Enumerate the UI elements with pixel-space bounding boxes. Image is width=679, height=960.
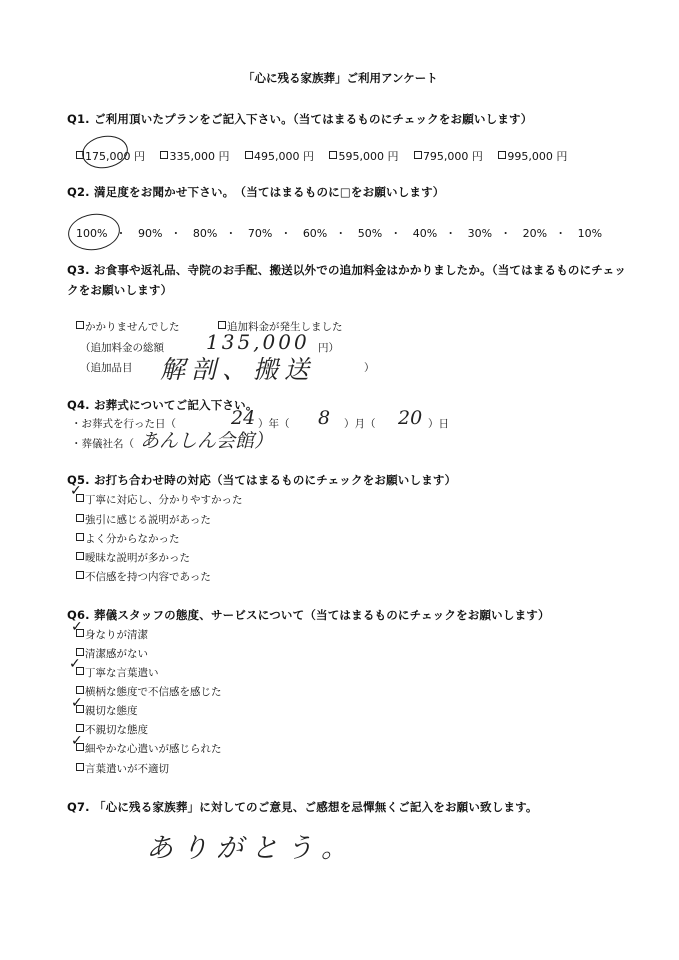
q4-day-label: ）日 bbox=[428, 418, 449, 430]
q4-date-label: ・お葬式を行った日（ bbox=[71, 418, 176, 430]
q6-option-6[interactable]: 不親切な態度 bbox=[76, 722, 148, 737]
q7-question: Q7. 「心に残る家族葬」に対してのご意見、ご感想を忌憚無くご記入をお願い致します。 bbox=[67, 800, 538, 814]
q1-option-5[interactable]: 795,000 円 bbox=[414, 150, 483, 163]
checkbox-icon bbox=[76, 514, 84, 522]
q3-option-none[interactable]: かかりませんでした bbox=[76, 319, 180, 334]
q6-check-3-icon: ✓ bbox=[69, 656, 81, 672]
q1-option-3[interactable]: 495,000 円 bbox=[245, 150, 314, 163]
q1-option-6[interactable]: 995,000 円 bbox=[498, 150, 567, 163]
q2-option-8[interactable]: 30% bbox=[467, 227, 493, 240]
checkbox-icon bbox=[76, 571, 84, 579]
q2-option-2[interactable]: 90% bbox=[137, 227, 163, 240]
q6-option-2[interactable]: 清潔感がない bbox=[76, 646, 148, 661]
q5-option-3[interactable]: よく分からなかった bbox=[76, 531, 180, 546]
q6-question: Q6. 葬儀スタッフの態度、サービスについて（当てはまるものにチェックをお願いします） bbox=[67, 608, 550, 622]
separator: ・ bbox=[115, 227, 127, 240]
checkbox-icon bbox=[218, 321, 226, 329]
q1-option-4[interactable]: 595,000 円 bbox=[329, 150, 398, 163]
separator: ・ bbox=[225, 227, 237, 240]
checkbox-icon bbox=[329, 151, 337, 159]
q3-question-line1: Q3. お食事や返礼品、寺院のお手配、搬送以外での追加料金はかかりましたか。（当てはまるものにチェッ bbox=[67, 263, 627, 277]
q3-items-value[interactable]: 解剖、搬送 bbox=[160, 355, 316, 384]
q1-selection-circle bbox=[80, 132, 131, 172]
q2-option-6[interactable]: 50% bbox=[357, 227, 383, 240]
checkbox-icon bbox=[76, 648, 84, 656]
q3-option-extra[interactable]: 追加料金が発生しました bbox=[218, 319, 343, 334]
q6-option-8[interactable]: 言葉遣いが不適切 bbox=[76, 761, 169, 776]
q3-items-close: ） bbox=[364, 362, 375, 374]
q4-month-label: ）月（ bbox=[344, 418, 376, 430]
q6-option-1[interactable]: 身なりが清潔 bbox=[76, 627, 148, 642]
q4-hall-label: ・葬儀社名（ bbox=[71, 438, 134, 450]
q4-day-value[interactable]: 20 bbox=[398, 407, 423, 429]
separator: ・ bbox=[555, 227, 567, 240]
separator: ・ bbox=[500, 227, 512, 240]
checkbox-icon bbox=[76, 763, 84, 771]
q6-option-7[interactable]: 細やかな心遣いが感じられた bbox=[76, 741, 222, 756]
checkbox-icon bbox=[414, 151, 422, 159]
separator: ・ bbox=[335, 227, 347, 240]
q5-option-1[interactable]: 丁寧に対応し、分かりやすかった bbox=[76, 492, 243, 507]
q7-answer[interactable]: ありがとう。 bbox=[146, 833, 356, 864]
checkbox-icon bbox=[76, 686, 84, 694]
checkbox-icon bbox=[76, 321, 84, 329]
q2-selection-circle bbox=[66, 211, 123, 254]
q1-options bbox=[76, 148, 567, 164]
q4-year-label: ）年（ bbox=[258, 418, 290, 430]
separator: ・ bbox=[170, 227, 182, 240]
q5-option-5[interactable]: 不信感を持つ内容であった bbox=[76, 569, 211, 584]
q2-option-5[interactable]: 60% bbox=[302, 227, 328, 240]
q3-items-label: （追加品目 bbox=[80, 362, 133, 374]
q3-total-label: （追加料金の総額 bbox=[80, 342, 164, 354]
q4-hall-value[interactable]: あんしん会館） bbox=[140, 430, 274, 452]
q5-option-2[interactable]: 強引に感じる説明があった bbox=[76, 512, 211, 527]
q2-question: Q2. 満足度をお聞かせ下さい。 （当てはまるものに□をお願いします） bbox=[67, 185, 445, 199]
q3-question-line2: クをお願いします） bbox=[67, 283, 173, 297]
q5-question: Q5. お打ち合わせ時の対応（当てはまるものにチェックをお願いします） bbox=[67, 473, 457, 487]
q1-option-2[interactable]: 335,000 円 bbox=[160, 150, 229, 163]
q6-option-3[interactable]: 丁寧な言葉遣い bbox=[76, 665, 159, 680]
q3-total-unit: 円） bbox=[318, 342, 339, 354]
q2-option-1[interactable]: 100% bbox=[76, 227, 108, 240]
separator: ・ bbox=[280, 227, 292, 240]
q2-options bbox=[76, 225, 602, 241]
checkbox-icon bbox=[498, 151, 506, 159]
q6-check-1-icon: ✓ bbox=[71, 619, 83, 635]
q2-option-7[interactable]: 40% bbox=[412, 227, 438, 240]
q2-option-10[interactable]: 10% bbox=[577, 227, 603, 240]
checkbox-icon bbox=[76, 724, 84, 732]
q6-check-7-icon: ✓ bbox=[71, 733, 83, 749]
q2-option-9[interactable]: 20% bbox=[522, 227, 548, 240]
checkbox-icon bbox=[245, 151, 253, 159]
checkbox-icon bbox=[76, 552, 84, 560]
q2-option-4[interactable]: 70% bbox=[247, 227, 273, 240]
separator: ・ bbox=[390, 227, 402, 240]
q6-option-4[interactable]: 横柄な態度で不信感を感じた bbox=[76, 684, 222, 699]
q1-question: Q1. ご利用頂いたプランをご記入下さい。（当てはまるものにチェックをお願いします） bbox=[67, 112, 533, 126]
q1-option-1[interactable]: 175,000 円 bbox=[76, 150, 145, 163]
q6-option-5[interactable]: 親切な態度 bbox=[76, 703, 138, 718]
checkbox-icon bbox=[76, 533, 84, 541]
q6-check-5-icon: ✓ bbox=[71, 695, 83, 711]
checkbox-icon bbox=[160, 151, 168, 159]
q4-month-value[interactable]: 8 bbox=[318, 407, 331, 429]
q4-year-value[interactable]: 24 bbox=[231, 407, 256, 429]
survey-title: 「心に残る家族葬」ご利用アンケート bbox=[243, 71, 438, 85]
separator: ・ bbox=[445, 227, 457, 240]
q5-check-1-icon: ✓ bbox=[70, 483, 82, 499]
q2-option-3[interactable]: 80% bbox=[192, 227, 218, 240]
q4-question: Q4. お葬式についてご記入下さい。 bbox=[67, 398, 258, 412]
q5-option-4[interactable]: 曖昧な説明が多かった bbox=[76, 550, 190, 565]
q3-total-value[interactable]: 135,000 bbox=[206, 330, 310, 354]
